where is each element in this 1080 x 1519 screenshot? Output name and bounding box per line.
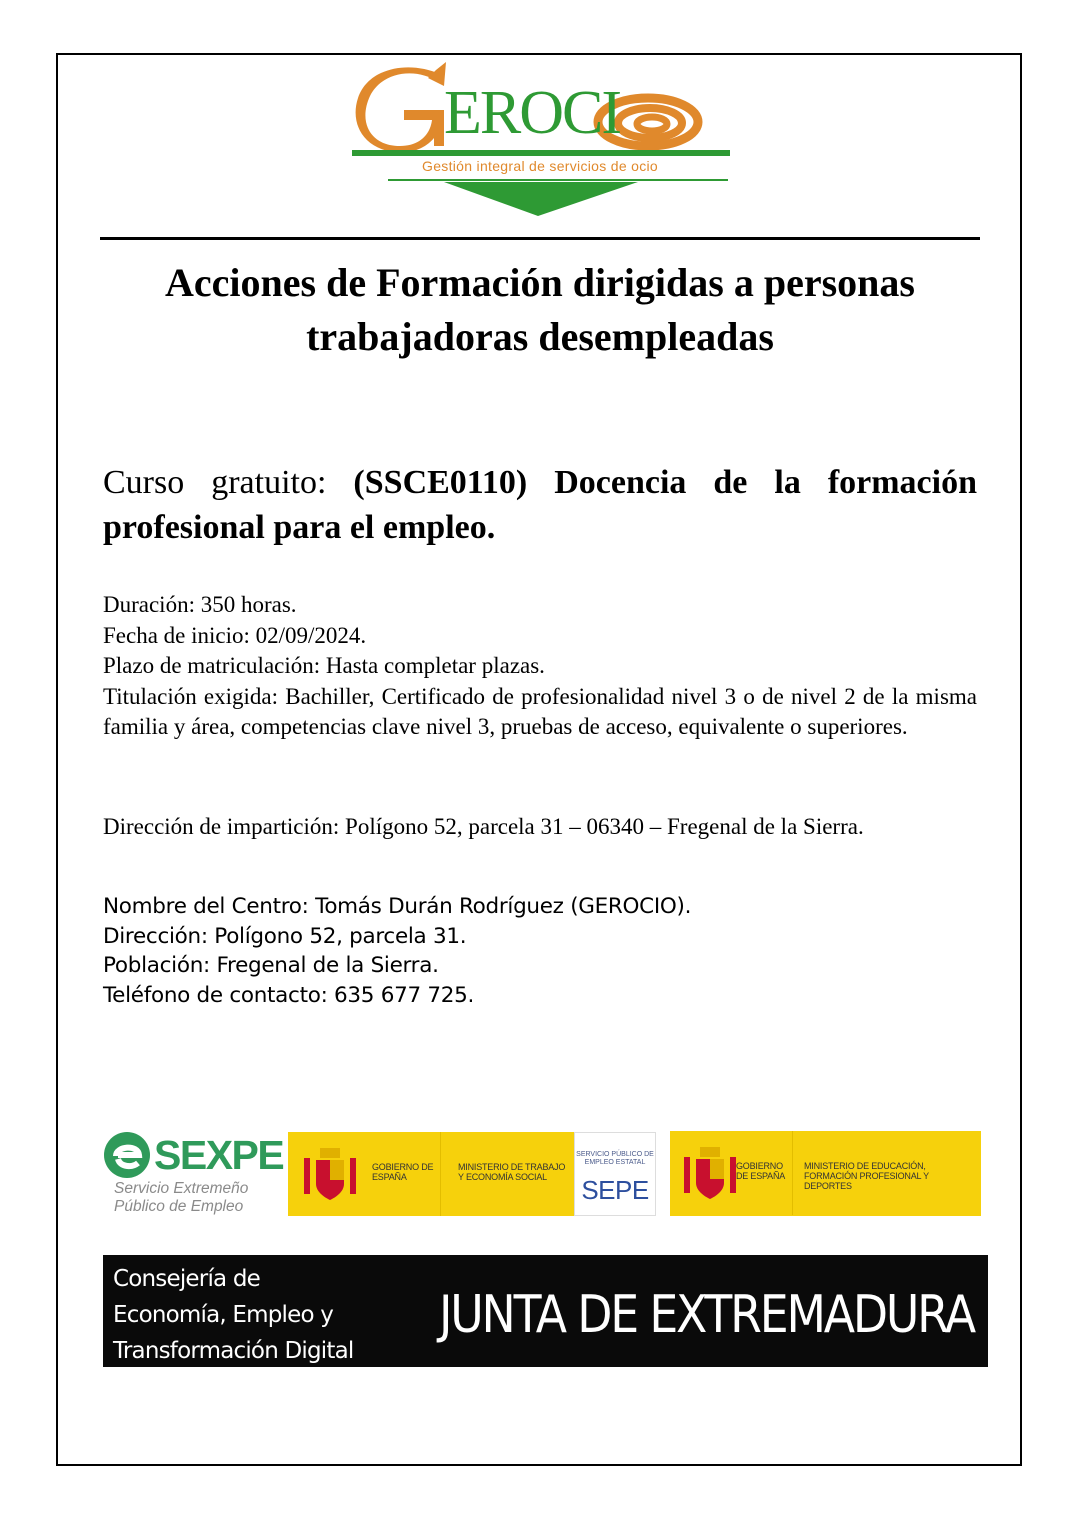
- consejeria-line1: Consejería de: [113, 1266, 260, 1292]
- course-heading: [103, 460, 977, 550]
- duration: Duración: 350 horas.: [103, 592, 297, 617]
- course-title: (SSCE0110) Docencia de la formación profesional para el empleo.: [103, 464, 977, 546]
- course-details: [103, 590, 977, 743]
- logo-green-triangle: [444, 182, 638, 216]
- consejeria-line3: Transformación Digital: [113, 1338, 354, 1364]
- page-title-line1: Acciones de Formación dirigidas a personas: [165, 260, 915, 305]
- sepe-wordmark: SEPE: [581, 1175, 649, 1205]
- enrollment-period: Plazo de matriculación: Hasta completar plazas.: [103, 653, 545, 678]
- page-title: [100, 256, 980, 364]
- sexpe-subtitle-line2: Público de Empleo: [114, 1198, 244, 1215]
- sepe-subtitle: SERVICIO PÚBLICO DE EMPLEO ESTATAL: [576, 1151, 654, 1166]
- gov1-text: GOBIERNO DE ESPAÑA: [372, 1162, 434, 1182]
- centre-name: Nombre del Centro: Tomás Durán Rodríguez (GEROCIO).: [103, 894, 692, 919]
- junta-name: JUNTA DE EXTREMADURA: [438, 1285, 974, 1345]
- ministry2-text: MINISTERIO DE EDUCACIÓN, FORMACIÓN PROFESIONAL Y DEPORTES: [804, 1161, 929, 1191]
- start-date: Fecha de inicio: 02/09/2024.: [103, 622, 367, 648]
- sexpe-subtitle: [114, 1180, 274, 1216]
- gov-educacion-logo: [670, 1131, 981, 1216]
- sexpe-subtitle-line1: Servicio Extremeño: [114, 1180, 249, 1197]
- junta-extremadura-banner: [103, 1255, 988, 1367]
- consejeria-line2: Economía, Empleo y: [113, 1302, 334, 1328]
- spain-coat-of-arms-icon: [300, 1144, 360, 1204]
- sexpe-wordmark: SEXPE: [154, 1132, 284, 1178]
- sepe-logo: [574, 1132, 656, 1216]
- gov2-text: GOBIERNO DE ESPAÑA: [736, 1161, 786, 1181]
- page-title-line2: trabajadoras desempleadas: [306, 314, 774, 359]
- spain-coat-of-arms-icon: [680, 1143, 740, 1203]
- centre-info: [103, 892, 977, 1010]
- course-prefix: Curso gratuito:: [103, 464, 327, 501]
- centre-town: Población: Fregenal de la Sierra.: [103, 953, 439, 978]
- logo-tagline: Gestión integral de servicios de ocio: [422, 158, 658, 174]
- course-address: Dirección de impartición: Polígono 52, parcela 31 – 06340 – Fregenal de la Sierra.: [103, 814, 864, 839]
- centre-street: Dirección: Polígono 52, parcela 31.: [103, 923, 467, 949]
- logo-green-bar: [352, 150, 730, 156]
- gerocio-logo: [348, 60, 732, 220]
- logo-wordmark: EROCI: [444, 79, 620, 147]
- logo-g-letter: [356, 62, 446, 152]
- requirements: Titulación exigida: Bachiller, Certificado de profesionalidad nivel 3 o de nivel 2 de la misma familia y área, competencias clave nivel 3, pruebas de acceso, equivalente o superiores.: [103, 683, 977, 739]
- consejeria-text: [113, 1261, 393, 1369]
- ministry1-text: MINISTERIO DE TRABAJO Y ECONOMÍA SOCIAL: [458, 1162, 566, 1182]
- sexpe-e-icon: [102, 1130, 154, 1182]
- title-rule: [100, 237, 980, 240]
- sexpe-logo: [102, 1130, 284, 1222]
- centre-phone: Teléfono de contacto: 635 677 725.: [103, 982, 475, 1008]
